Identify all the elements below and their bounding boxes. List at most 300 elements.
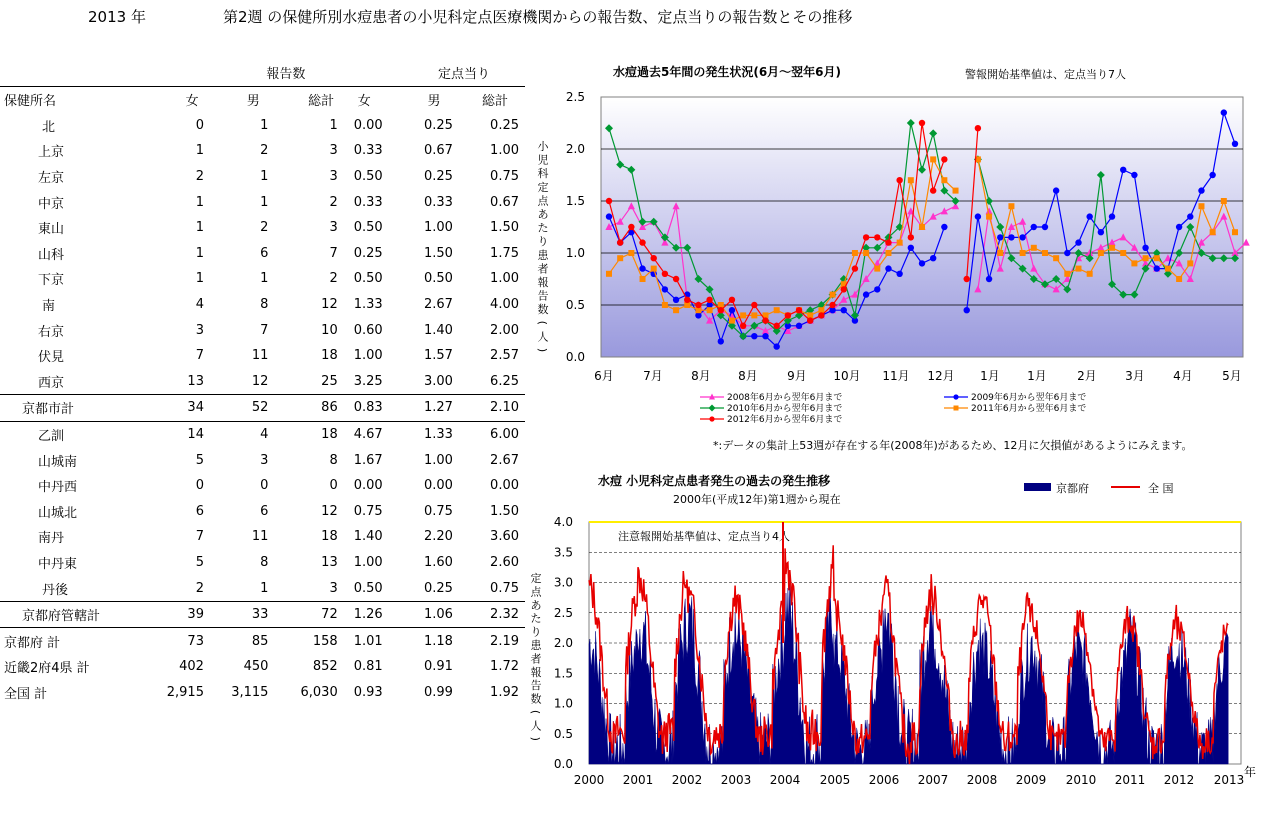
chart2-threshold-note: 注意報開始基準値は、定点当り4人 [618, 530, 790, 543]
chart1-point [1165, 266, 1171, 272]
col-header: 男 [403, 87, 465, 113]
chart1-point [830, 292, 836, 298]
chart1-xtick-label: 2月 [1077, 369, 1097, 383]
row-value: 33 [218, 601, 288, 628]
row-value: 3 [329, 580, 338, 596]
chart2-ylabel-char: あ [530, 598, 542, 612]
chart1-ylabel-char: た [537, 221, 549, 235]
row-value: 1 [260, 580, 269, 596]
row-value: 0.25 [424, 169, 453, 185]
row-value: 1.67 [353, 452, 383, 468]
row-name: 西京 [38, 375, 65, 391]
chart1-point [1221, 198, 1227, 204]
chart1-point [841, 307, 847, 313]
row-value: 85 [218, 628, 288, 654]
row-value: 0.25 [424, 117, 453, 133]
chart1-point [1076, 266, 1082, 272]
chart1-point [1042, 224, 1048, 230]
row-value: 1.50 [424, 245, 453, 261]
row-value: 0 [195, 478, 204, 494]
chart1-point [964, 307, 970, 313]
chart1-ylabel-char: 児 [537, 153, 549, 167]
chart1-point [930, 156, 936, 162]
row-value: 2.00 [490, 322, 519, 338]
row-value: 1.75 [490, 245, 519, 261]
chart2-legend-label: 全 国 [1148, 482, 1174, 495]
chart2-xtick-label: 2005 [819, 773, 851, 787]
chart2-ylabel-char: り [530, 625, 542, 639]
col-header: 女 [166, 87, 218, 113]
chart1-point [941, 224, 947, 230]
chart1-point [740, 323, 746, 329]
chart1-point [1042, 250, 1048, 256]
row-value: 1.40 [424, 322, 453, 338]
row-value: 3 [329, 169, 338, 185]
row-value: 2 [260, 220, 269, 236]
chart1-point [606, 271, 612, 277]
row-value: 0.99 [424, 684, 453, 700]
chart1-title: 水痘過去5年間の発生状況(6月〜翌年6月) [613, 65, 842, 79]
row-value: 158 [288, 628, 353, 654]
row-name: 山科 [38, 247, 65, 263]
chart1-point [729, 297, 735, 303]
row-value: 3 [195, 322, 204, 338]
chart1-point [1187, 213, 1193, 219]
row-name: 山城南 [38, 454, 78, 470]
row-value: 2.57 [490, 348, 519, 364]
row-value: 2 [195, 580, 204, 596]
row-value: 0.25 [353, 245, 383, 261]
chart2-ytick-label: 3.0 [553, 575, 573, 590]
chart1-point [1098, 250, 1104, 256]
chart1-xtick-label: 1月 [980, 369, 1000, 383]
chart1-xtick-label: 3月 [1125, 369, 1145, 383]
chart1-xtick-label: 9月 [787, 369, 807, 383]
row-value: 13 [321, 554, 338, 570]
chart1-point [662, 286, 668, 292]
chart1-point [729, 318, 735, 324]
chart1-point [1120, 167, 1126, 173]
row-value: 0.75 [424, 503, 453, 519]
chart1-point [852, 250, 858, 256]
row-value: 6,030 [300, 684, 338, 700]
chart1-point [930, 255, 936, 261]
chart1-point [885, 250, 891, 256]
chart1-point [684, 297, 690, 303]
chart1-ytick-label: 1.5 [565, 194, 585, 208]
chart1-point [953, 188, 959, 194]
chart2-xtick-label: 2007 [917, 773, 949, 787]
chart2-ylabel-char: ( [529, 709, 542, 715]
chart1-ylabel-char: 定 [537, 180, 549, 194]
chart1-point [1031, 224, 1037, 230]
chart1-ylabel-char: 科 [537, 167, 549, 181]
row-value: 12 [321, 297, 338, 313]
legend-marker [709, 416, 714, 421]
chart1-point [673, 297, 679, 303]
chart1-point [639, 265, 645, 271]
row-name: 近畿2府4県 計 [4, 661, 90, 677]
chart1-point [1008, 234, 1014, 240]
chart2-xtick-label: 2004 [769, 773, 801, 787]
chart2-legend-swatch [1024, 483, 1051, 491]
chart1-threshold-note: 警報開始基準値は、定点当り7人 [965, 68, 1126, 81]
chart1-ytick-label: 2.0 [565, 142, 585, 156]
chart1-point [908, 177, 914, 183]
chart2-ylabel-char: 報 [530, 665, 542, 679]
col-header: 総計 [465, 87, 525, 113]
row-name: 京都府 計 [0, 628, 166, 654]
row-value: 852 [312, 659, 338, 675]
chart1-point [1131, 172, 1137, 178]
row-value: 1.00 [490, 143, 519, 159]
chart1-point [1098, 229, 1104, 235]
row-value: 18 [321, 529, 338, 545]
chart1-ylabel-char: 小 [537, 140, 549, 153]
row-value: 6 [260, 503, 269, 519]
chart1-point [1031, 245, 1037, 251]
row-value: 0.00 [424, 478, 453, 494]
chart1-ylabel-char: 患 [537, 248, 549, 262]
row-value: 0.50 [353, 169, 383, 185]
chart1-ylabel-char: り [537, 235, 549, 249]
chart1-point [874, 234, 880, 240]
chart1-point [930, 187, 936, 193]
chart1-point [1131, 260, 1137, 266]
row-value: 1.00 [424, 220, 453, 236]
row-value: 1.60 [424, 554, 453, 570]
row-name: 中京 [38, 196, 65, 212]
chart1-ylabel-char: ) [536, 347, 549, 353]
chart1-point [975, 213, 981, 219]
row-name: 右京 [38, 324, 65, 340]
row-value: 0.75 [490, 580, 519, 596]
chart2-ylabel-char: ) [529, 736, 542, 741]
chart1-point [1243, 239, 1250, 246]
chart1-ytick-label: 0.0 [565, 350, 585, 364]
chart2-xtick-label: 2010 [1065, 773, 1097, 787]
group-reports-label: 報告数 [266, 67, 306, 82]
chart2-ylabel-char: 人 [530, 719, 542, 733]
chart1-point [941, 156, 947, 162]
chart1-point [773, 343, 779, 349]
chart2-xtick-label: 2000 [573, 773, 605, 787]
row-value: 1.00 [353, 554, 383, 570]
chart1-point [1109, 245, 1115, 251]
chart1-point [1109, 213, 1115, 219]
row-value: 2 [329, 194, 338, 210]
row-value: 0.33 [424, 194, 453, 210]
chart2-ytick-label: 1.5 [553, 666, 573, 681]
row-value: 6.00 [465, 421, 525, 447]
row-value: 1 [260, 169, 269, 185]
chart1-point [885, 265, 891, 271]
row-value: 0.91 [424, 659, 453, 675]
chart2-xlabel: 年 [1244, 765, 1257, 779]
row-name: 左京 [38, 171, 65, 187]
chart1-point [1142, 245, 1148, 251]
row-name: 乙訓 [0, 421, 166, 447]
row-value: 3 [329, 220, 338, 236]
chart1-point [863, 234, 869, 240]
row-value: 3,115 [231, 684, 269, 700]
chart1-point [673, 276, 679, 282]
row-value: 2.60 [490, 554, 519, 570]
row-value: 1 [195, 194, 204, 210]
chart1-point [986, 214, 992, 220]
chart1-xtick-label: 7月 [643, 369, 663, 383]
row-value: 2.20 [424, 529, 453, 545]
row-name: 丹後 [42, 582, 69, 598]
row-value: 1.40 [353, 529, 383, 545]
chart2-ytick-label: 3.5 [553, 545, 573, 560]
page-title: 第2週 の保健所別水痘患者の小児科定点医療機関からの報告数、定点当りの報告数とその推移 [223, 8, 853, 26]
row-value: 0.93 [353, 684, 383, 700]
chart1-point [964, 276, 970, 282]
chart2-xtick-label: 2008 [966, 773, 998, 787]
chart1-point [1187, 260, 1193, 266]
row-name: 全国 計 [4, 686, 48, 702]
row-value: 1 [260, 117, 269, 133]
chart1-point [997, 250, 1003, 256]
row-name: 中丹東 [38, 556, 78, 572]
row-name: 伏見 [38, 350, 65, 366]
chart2-ytick-label: 2.0 [553, 636, 573, 650]
row-value: 0.67 [490, 194, 519, 210]
row-value: 1.00 [490, 271, 519, 287]
chart1-point [1232, 141, 1238, 147]
chart1-point [919, 260, 925, 266]
chart1-point [707, 307, 713, 313]
chart1-point [885, 239, 891, 245]
chart1-point [896, 271, 902, 277]
chart1-xtick-label: 4月 [1173, 369, 1193, 383]
row-value: 6 [260, 245, 269, 261]
chart1-point [1198, 203, 1204, 209]
chart1-point [606, 198, 612, 204]
row-value: 0.75 [353, 503, 383, 519]
legend-marker [954, 406, 959, 411]
chart2-ylabel-char: 点 [530, 585, 542, 599]
chart1-point [773, 323, 779, 329]
chart1-legend-label: 2012年6月から翌年6月まで [727, 415, 843, 425]
row-value: 2.10 [465, 395, 525, 422]
chart1-point [762, 317, 768, 323]
row-value: 14 [166, 421, 218, 447]
chart1-xtick-label: 11月 [882, 369, 910, 383]
row-value: 25 [321, 373, 338, 389]
row-value: 0 [195, 117, 204, 133]
chart2-ylabel-char: 患 [530, 639, 542, 652]
row-value: 1.57 [424, 348, 453, 364]
chart1-point [651, 266, 657, 272]
chart1-xtick-label: 12月 [927, 369, 955, 383]
chart1-point [1053, 255, 1059, 261]
chart1-point [841, 286, 847, 292]
chart1-point [1120, 250, 1126, 256]
chart1-point [751, 333, 757, 339]
chart1-ylabel-char: 者 [537, 262, 549, 276]
row-value: 1.50 [490, 503, 519, 519]
row-value: 8 [260, 554, 269, 570]
row-value: 3.00 [424, 373, 453, 389]
chart1-point [1087, 271, 1093, 277]
chart1-point [639, 239, 645, 245]
chart1-point [762, 333, 768, 339]
chart1-point [975, 125, 981, 131]
col-header: 男 [218, 87, 288, 113]
group-per-label: 定点当り [438, 67, 491, 82]
row-value: 0.33 [353, 194, 383, 210]
row-value: 0.00 [353, 478, 383, 494]
chart1-legend-label: 2009年6月から翌年6月まで [971, 393, 1087, 403]
row-name: 北 [42, 119, 56, 135]
row-value: 18 [288, 421, 353, 447]
row-value: 11 [251, 348, 269, 364]
chart1-point [1209, 172, 1215, 178]
chart1-ytick-label: 0.5 [565, 298, 585, 312]
row-value: 0 [329, 478, 338, 494]
row-value: 0 [260, 478, 269, 494]
row-value: 7 [195, 348, 204, 364]
chart1-point [852, 265, 858, 271]
chart1-point [818, 312, 824, 318]
chart1-ylabel-char: 報 [537, 276, 549, 289]
chart1-ylabel-char: あ [537, 208, 549, 221]
chart1-point [1143, 255, 1149, 261]
chart1-point [1008, 203, 1014, 209]
chart1-point [1020, 250, 1026, 256]
chart1-ylabel-char: ( [536, 320, 549, 325]
row-name: 南 [42, 299, 56, 315]
chart1-point [706, 297, 712, 303]
chart2-ylabel-char: 定 [530, 572, 542, 585]
row-name: 東山 [38, 222, 65, 238]
row-value: 2.67 [424, 297, 453, 313]
chart2-ylabel-char: 者 [530, 652, 542, 666]
chart1-point [1221, 109, 1227, 115]
row-value: 11 [251, 529, 269, 545]
chart2-legend-label: 京都府 [1056, 482, 1089, 495]
row-value: 2 [260, 143, 269, 159]
chart1-point [695, 302, 701, 308]
chart1-point [874, 266, 880, 272]
row-value: 72 [288, 601, 353, 628]
chart1-point [718, 338, 724, 344]
row-name: 中丹西 [38, 480, 78, 496]
row-value: 0.67 [424, 143, 453, 159]
row-value: 0.25 [424, 580, 453, 596]
chart1-point [874, 286, 880, 292]
chart1-xtick-label: 10月 [833, 369, 861, 383]
chart1-point [941, 177, 947, 183]
chart1-point [1154, 265, 1160, 271]
chart2-xtick-label: 2009 [1015, 773, 1047, 787]
chart1-point [829, 302, 835, 308]
row-value: 0.50 [353, 271, 383, 287]
row-value: 2,915 [166, 684, 204, 700]
chart2-xtick-label: 2001 [622, 773, 654, 787]
row-value: 0.81 [353, 659, 383, 675]
row-value: 0.50 [353, 220, 383, 236]
chart1-point [1198, 187, 1204, 193]
row-name: 京都府管轄計 [0, 601, 166, 628]
chart1-point [662, 302, 668, 308]
chart1-ylabel-char: 人 [537, 330, 549, 344]
row-value: 1.00 [353, 348, 383, 364]
chart1-point [807, 317, 813, 323]
row-value: 7 [260, 322, 269, 338]
row-value: 5 [195, 452, 204, 468]
chart2-ylabel-char: 告 [530, 679, 542, 693]
col-name-header: 保健所名 [0, 87, 166, 113]
row-value: 34 [166, 395, 218, 422]
chart1-point [1053, 187, 1059, 193]
chart1-point [628, 250, 634, 256]
chart2-ytick-label: 2.5 [553, 605, 573, 620]
row-value: 3.25 [353, 373, 383, 389]
year-label: 2013 年 [88, 8, 146, 26]
row-value: 0.50 [353, 580, 383, 596]
chart1-point [796, 307, 802, 313]
row-value: 0.75 [490, 169, 519, 185]
row-value: 4.67 [354, 421, 403, 447]
chart1-point [628, 224, 634, 230]
row-value: 0.33 [353, 143, 383, 159]
chart1-point [986, 276, 992, 282]
chart1-point [1075, 239, 1081, 245]
chart1-point [673, 307, 679, 313]
row-value: 2.32 [465, 601, 525, 628]
chart1-point [863, 250, 869, 256]
chart1-legend-label: 2008年6月から翌年6月まで [727, 393, 843, 403]
legend-marker [709, 405, 716, 412]
chart1-point [896, 177, 902, 183]
chart2-ylabel-char: た [530, 612, 542, 626]
row-value: 1.50 [490, 220, 519, 236]
chart1-point [774, 307, 780, 313]
chart1-point [1232, 229, 1238, 235]
row-value: 86 [288, 395, 353, 422]
row-name: 山城北 [38, 505, 78, 521]
chart1-point [1176, 276, 1182, 282]
chart1-xtick-label: 8月 [738, 369, 758, 383]
row-value: 450 [243, 659, 269, 675]
chart1-point [1210, 229, 1216, 235]
row-value: 3 [329, 143, 338, 159]
chart1-legend-label: 2010年6月から翌年6月まで [727, 404, 843, 414]
chart1-xtick-label: 6月 [594, 369, 614, 383]
row-value: 4 [195, 297, 204, 313]
row-value: 12 [321, 503, 338, 519]
chart1-point [919, 224, 925, 230]
row-value: 4 [218, 421, 288, 447]
row-value: 5 [195, 554, 204, 570]
row-value: 12 [251, 373, 269, 389]
row-value: 1.33 [403, 421, 465, 447]
row-value: 6 [195, 503, 204, 519]
chart2-xtick-label: 2012 [1163, 773, 1195, 787]
row-value: 1.27 [403, 395, 465, 422]
chart1-point [718, 307, 724, 313]
row-value: 13 [187, 373, 204, 389]
chart2-subtitle: 2000年(平成12年)第1週から現在 [673, 493, 841, 506]
row-value: 2 [195, 169, 204, 185]
row-value: 7 [195, 529, 204, 545]
row-value: 52 [218, 395, 288, 422]
chart1-point [740, 312, 746, 318]
row-value: 4.00 [490, 297, 519, 313]
